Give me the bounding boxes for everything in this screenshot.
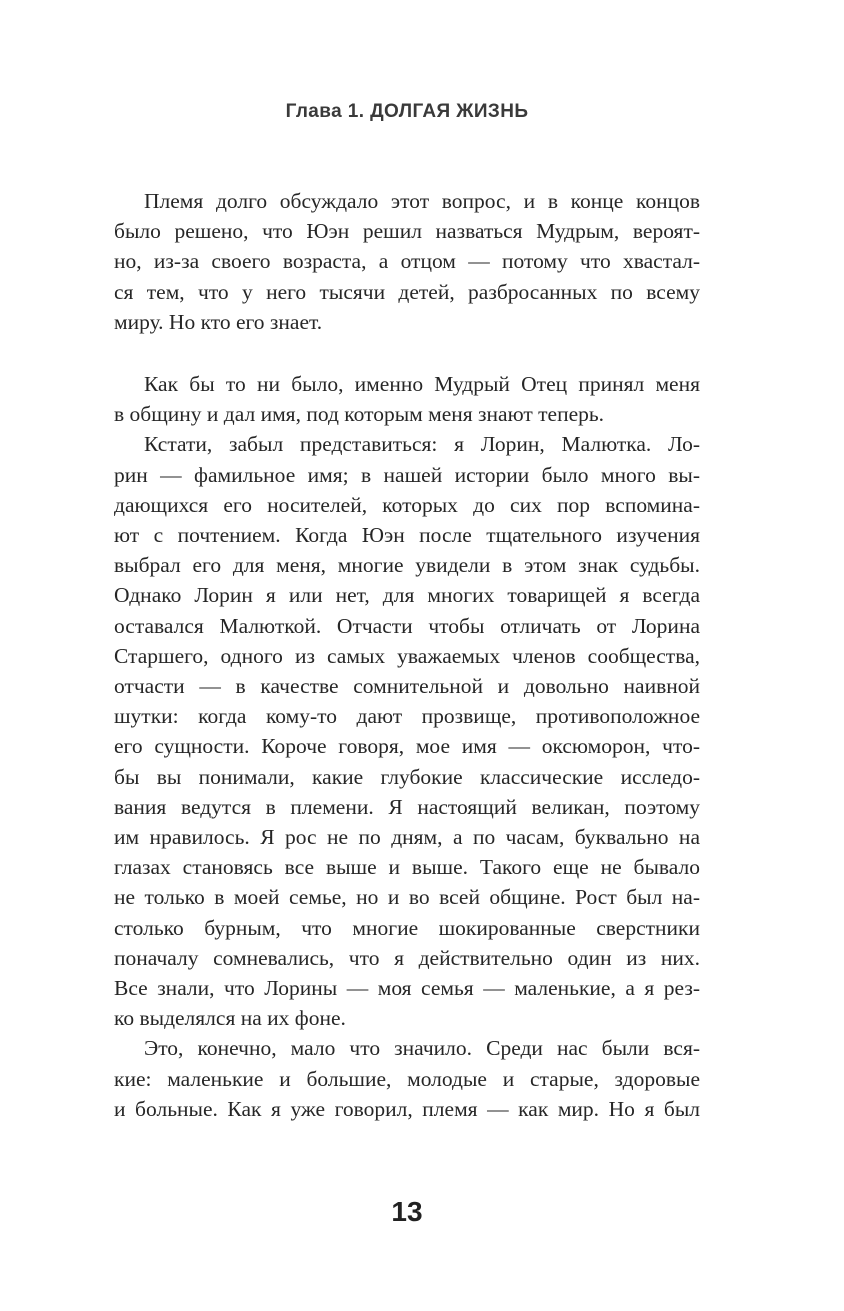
text-line: Все знали, что Лорины — моя семья — маленькие, а я рез-	[114, 976, 700, 1001]
text-line: было решено, что Юэн решил назваться Мудрым, вероят-	[114, 219, 700, 244]
page-number: 13	[391, 1196, 423, 1227]
text-line: столько бурным, что многие шокированные сверстники	[114, 915, 700, 940]
text-line: дающихся его носителей, которых до сих пор вспомина-	[114, 492, 700, 517]
text-line: Кстати, забыл представиться: я Лорин, Малютка. Ло-	[144, 432, 700, 457]
paragraph	[114, 186, 700, 337]
text-line: миру. Но кто его знает.	[114, 309, 323, 334]
text-line: выбрал его для меня, многие увидели в этом знак судьбы.	[114, 553, 700, 578]
paragraph	[114, 429, 700, 1033]
text-line: не только в моей семье, но и во всей общине. Рост был на-	[114, 885, 700, 910]
text-line: Племя долго обсуждало этот вопрос, и в конце концов	[144, 189, 700, 213]
text-line: вания ведутся в племени. Я настоящий великан, поэтому	[114, 794, 700, 819]
text-line: Это, конечно, мало что значило. Среди нас были вся-	[144, 1036, 700, 1061]
text-line: оставался Малюткой. Отчасти чтобы отличать от Лорина	[114, 613, 700, 638]
text-line: в общину и дал имя, под которым меня знают теперь.	[114, 402, 605, 427]
text-line: отчасти — в качестве сомнительной и довольно наивной	[114, 674, 700, 699]
page-body	[114, 186, 700, 1124]
text-line: Старшего, одного из самых уважаемых членов сообщества,	[114, 643, 700, 668]
text-line: рин — фамильное имя; в нашей истории было много вы-	[114, 462, 700, 487]
text-line: кие: маленькие и большие, молодые и старые, здоровые	[114, 1066, 700, 1091]
text-line: им нравилось. Я рос не по дням, а по часам, буквально на	[114, 825, 700, 850]
text-line: шутки: когда кому-то дают прозвище, противоположное	[114, 704, 700, 729]
text-line: Как бы то ни было, именно Мудрый Отец принял меня	[144, 372, 700, 397]
chapter-heading: Глава 1. ДОЛГАЯ ЖИЗНЬ	[285, 101, 529, 122]
text-line: ся тем, что у него тысячи детей, разбросанных по всему	[114, 279, 700, 304]
text-line: глазах становясь все выше и выше. Такого еще не бывало	[114, 855, 700, 880]
paragraph	[114, 369, 700, 429]
text-line: и больные. Как я уже говорил, племя — как мир. Но я был	[114, 1096, 700, 1121]
text-line: поначалу сомневались, что я действительно один из них.	[114, 945, 700, 970]
text-line: но, из-за своего возраста, а отцом — потому что хвастал-	[114, 249, 700, 274]
paragraph	[114, 1033, 700, 1124]
text-line: Однако Лорин я или нет, для многих товарищей я всегда	[114, 583, 700, 608]
text-line: бы вы понимали, какие глубокие классические исследо-	[114, 764, 700, 789]
text-line: ют с почтением. Когда Юэн после тщательного изучения	[114, 523, 700, 548]
text-line: ко выделялся на их фоне.	[114, 1006, 346, 1031]
text-line: его сущности. Короче говоря, мое имя — оксюморон, что-	[114, 734, 700, 759]
